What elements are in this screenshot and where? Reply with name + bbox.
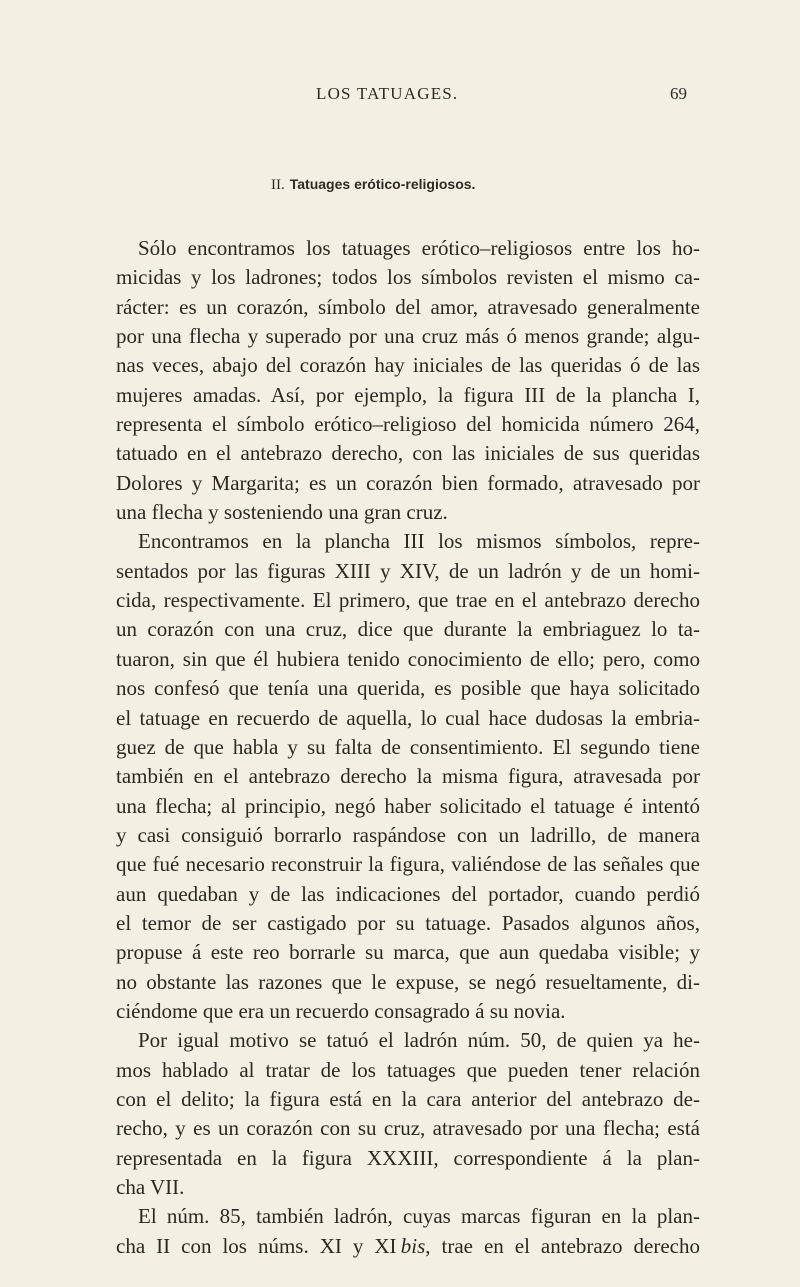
section-numeral: II.: [271, 177, 285, 193]
running-title: LOS TATUAGES.: [316, 84, 459, 103]
text-segment: , trae en el antebrazo derecho: [425, 1233, 700, 1258]
text-line: cha VII.: [116, 1175, 185, 1199]
text-line-mixed: [116, 1232, 700, 1261]
text-segment: cha II con los núms. XI y XI: [116, 1233, 397, 1258]
text-line: una flecha y sosteniendo una gran cruz.: [116, 500, 448, 525]
text-line: propuse á este reo borrarle su marca, que aun quedaba visible; y: [116, 940, 700, 965]
text-line: con el delito; la figura está en la cara anterior del antebrazo de-: [116, 1086, 700, 1111]
text-line: mujeres amadas. Así, por ejemplo, la figura III de la plancha I,: [116, 382, 700, 407]
text-line: una flecha; al principio, negó haber solicitado el tatuage é intentó: [116, 793, 700, 818]
text-line: nas veces, abajo del corazón hay iniciales de las queridas ó de las: [116, 353, 700, 378]
text-line: El núm. 85, también ladrón, cuyas marcas figuran en la plan-: [138, 1204, 700, 1229]
running-head: [0, 84, 800, 110]
section-title: Tatuages erótico-religiosos.: [289, 176, 476, 192]
text-line: Encontramos en la plancha III los mismos símbolos, repre-: [138, 529, 700, 554]
text-line: representa el símbolo erótico–religioso del homicida número 264,: [116, 412, 700, 437]
text-line: cida, respectivamente. El primero, que trae en el antebrazo derecho: [116, 588, 700, 613]
page-number: 69: [670, 84, 687, 103]
text-line: que fué necesario reconstruir la figura, valiéndose de las señales que: [116, 852, 700, 877]
text-line: representada en la figura XXXIII, correspondiente á la plan-: [116, 1145, 700, 1170]
text-line: Por igual motivo se tatuó el ladrón núm. 50, de quien ya he-: [138, 1028, 700, 1053]
text-line: nos confesó que tenía una querida, es posible que haya solicitado: [116, 676, 700, 701]
text-line: aun quedaban y de las indicaciones del portador, cuando perdió: [116, 881, 700, 906]
text-line: también en el antebrazo derecho la misma figura, atravesada por: [116, 764, 700, 789]
text-line: guez de que habla y su falta de consentimiento. El segundo tiene: [116, 734, 700, 759]
text-line: rácter: es un corazón, símbolo del amor, atravesado generalmente: [116, 294, 700, 319]
text-line: recho, y es un corazón con su cruz, atravesado por una flecha; está: [116, 1116, 700, 1141]
text-line: ciéndome que era un recuerdo consagrado á su novia.: [116, 998, 566, 1023]
text-line: tatuado en el antebrazo derecho, con las iniciales de sus queridas: [116, 441, 700, 466]
text-line: Dolores y Margarita; es un corazón bien formado, atravesado por: [116, 470, 700, 495]
text-line: micidas y los ladrones; todos los símbolos revisten el mismo ca-: [116, 265, 700, 290]
text-line: el tatuage en recuerdo de aquella, lo cual hace dudosas la embria-: [116, 705, 700, 730]
text-line: no obstante las razones que le expuse, se negó resueltamente, di-: [116, 969, 700, 994]
text-line: por una flecha y superado por una cruz más ó menos grande; algu-: [116, 324, 700, 349]
text-line: un corazón con una cruz, dice que durante la embriaguez lo ta-: [116, 617, 700, 642]
text-line: sentados por las figuras XIII y XIV, de un ladrón y de un homi-: [116, 558, 700, 583]
text-line: mos hablado al tratar de los tatuages que pueden tener relación: [116, 1057, 700, 1082]
italic-word: bis: [400, 1233, 426, 1258]
text-line: y casi consiguió borrarlo raspándose con un ladrillo, de manera: [116, 822, 700, 847]
text-line: el temor de ser castigado por su tatuage. Pasados algunos años,: [116, 910, 700, 935]
body-text: [116, 234, 700, 1261]
text-line: Sólo encontramos los tatuages erótico–religiosos entre los ho-: [138, 236, 700, 260]
text-line: tuaron, sin que él hubiera tenido conocimiento de ello; pero, como: [116, 646, 700, 671]
section-heading: [271, 176, 475, 194]
